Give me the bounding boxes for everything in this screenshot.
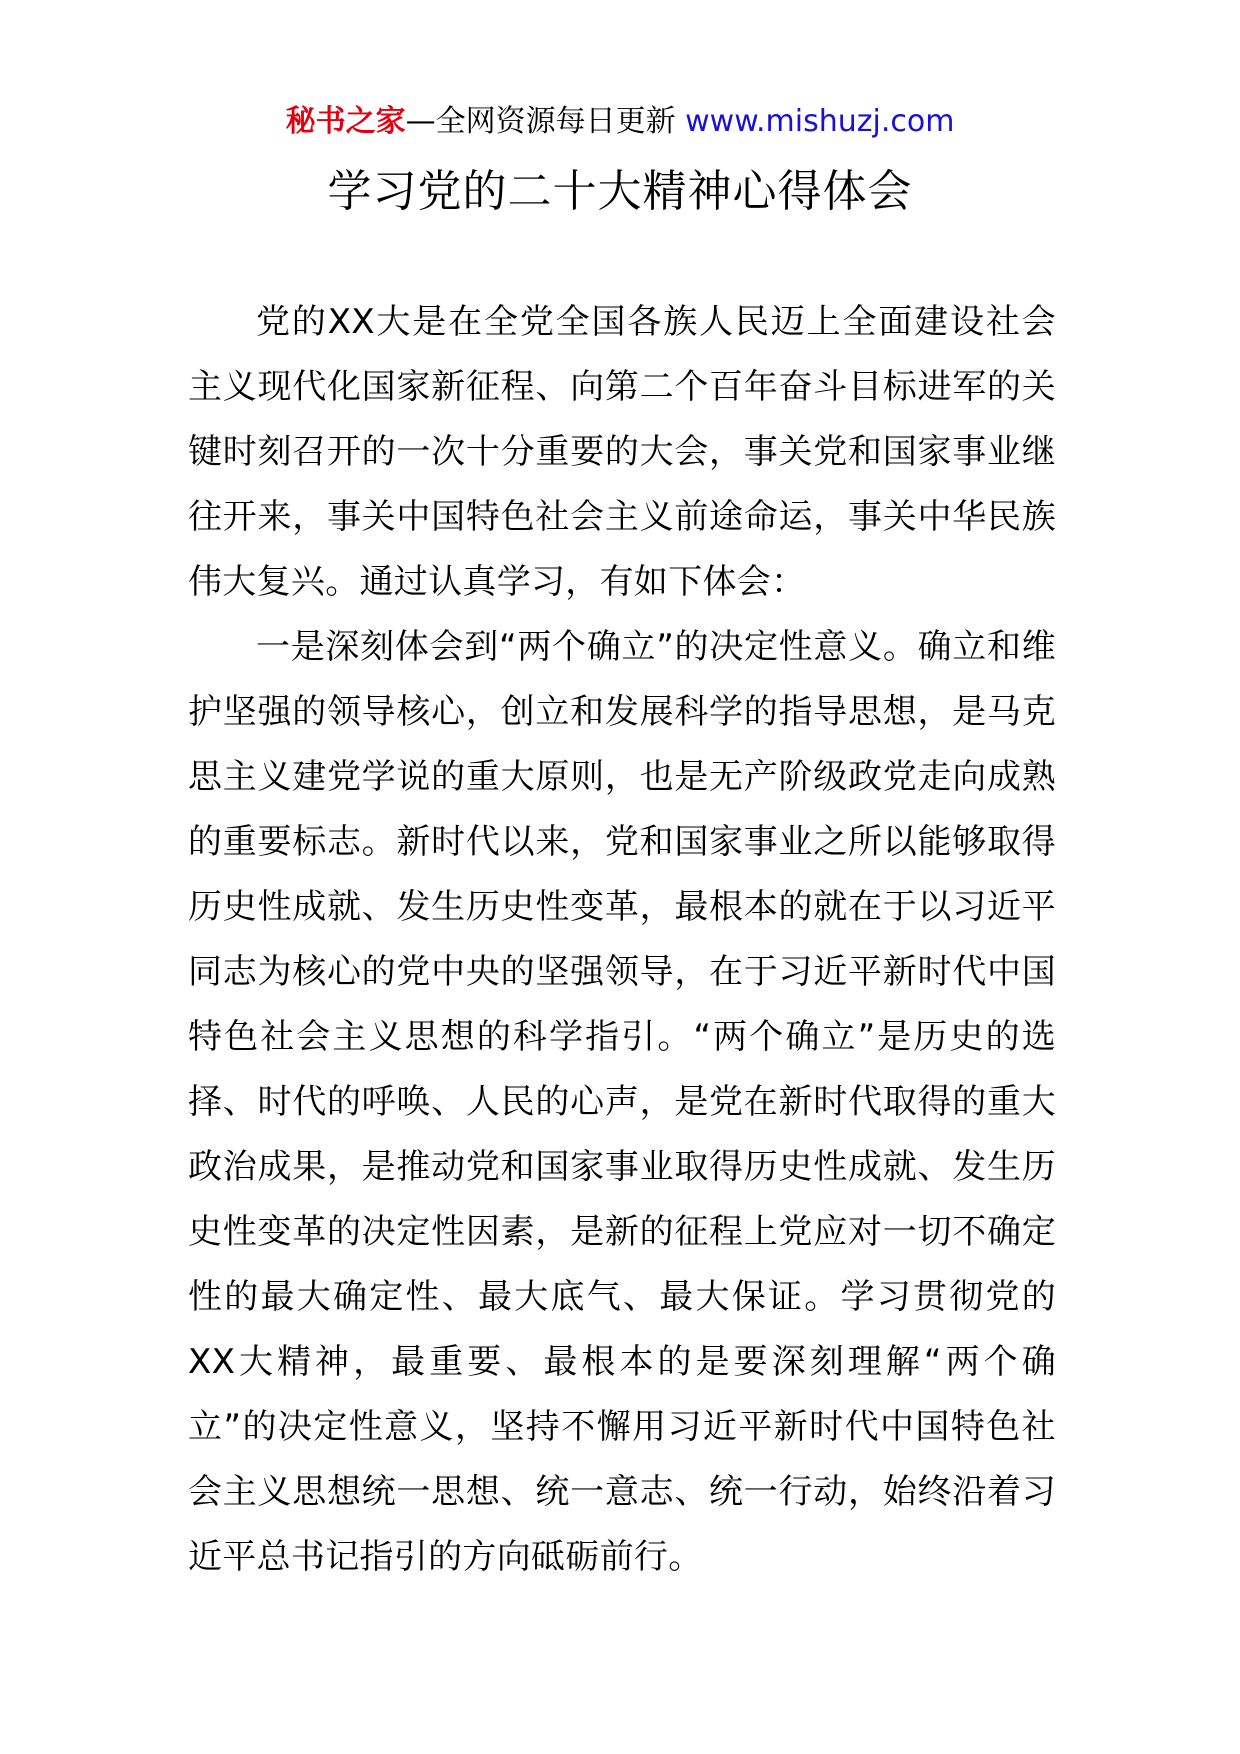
site-url-link[interactable]: www.mishuzj.com xyxy=(685,104,955,139)
paragraph-point-one: 一是深刻体会到“两个确立”的决定性意义。确立和维护坚强的领导核心，创立和发展科学的指导思想，是马克思主义建党学说的重大原则，也是无产阶级政党走向成熟的重要标志。新时代以来，党和国家事业之所以能够取得历史性成就、发生历史性变革，最根本的就在于以习近平同志为核心的党中央的坚强领导，在于习近平新时代中国特色社会主义思想的科学指引。“两个确立”是历史的选择、时代的呼唤、人民的心声，是党在新时代取得的重大政治成果，是推动党和国家事业取得历史性成就、发生历史性变革的决定性因素，是新的征程上党应对一切不确定性的最大确定性、最大底气、最大保证。学习贯彻党的XX大精神，最重要、最根本的是要深刻理解“两个确立”的决定性意义，坚持不懈用习近平新时代中国特色社会主义思想统一思想、统一意志、统一行动，始终沿着习近平总书记指引的方向砥砺前行。 xyxy=(188,627,1056,1577)
paragraph-intro: 党的XX大是在全党全国各族人民迈上全面建设社会主义现代化国家新征程、向第二个百年奋斗目标进军的关键时刻召开的一次十分重要的大会，事关党和国家事业继往开来，事关中国特色社会主义前途命运，事关中华民族伟大复兴。通过认真学习，有如下体会： xyxy=(188,302,1056,602)
document-title: 学习党的二十大精神心得体会 xyxy=(327,166,913,217)
document-body xyxy=(188,290,1056,1590)
site-header xyxy=(0,100,1240,144)
brand-name: 秘书之家 xyxy=(285,104,406,139)
header-tagline: —全网资源每日更新 xyxy=(405,104,686,139)
